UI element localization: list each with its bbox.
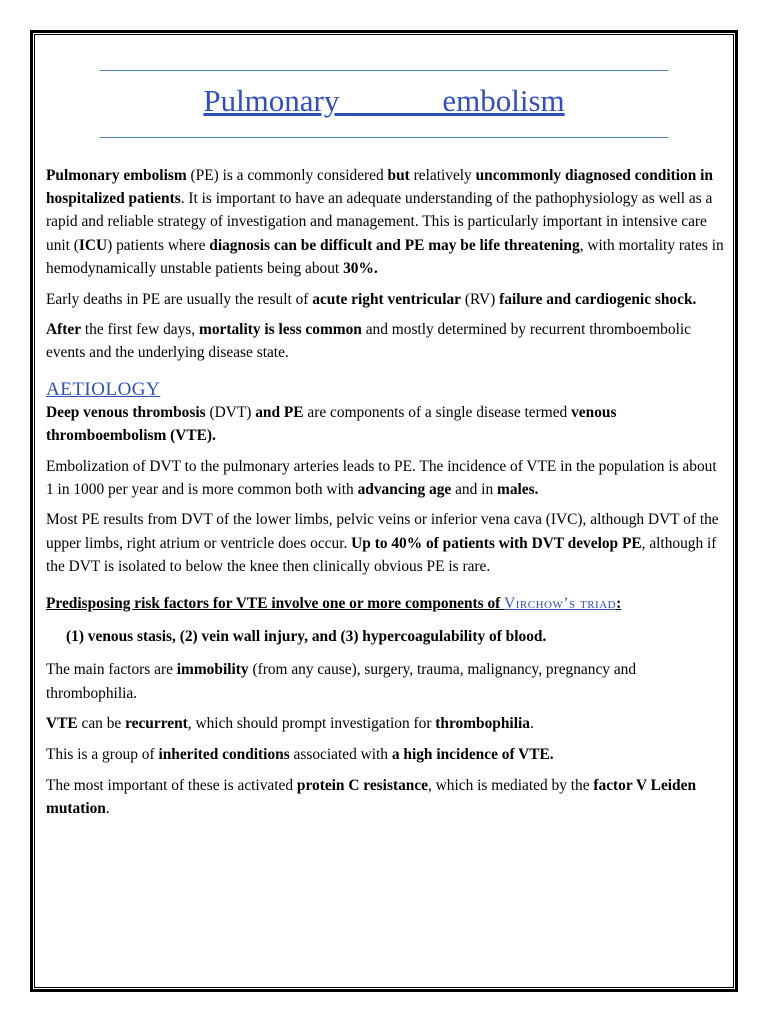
virchow-triad-list: (1) venous stasis, (2) vein wall injury, and (3) hypercoagulability of blood.	[66, 628, 547, 646]
paragraph-protein-c: The most important of these is activated protein C resistance, which is mediated by the factor V Leiden mutation.	[46, 776, 697, 817]
paragraph-pe-sources: Most PE results from DVT of the lower limbs, pelvic veins or inferior vena cava (IVC), although DVT of the upper limbs, right atrium or ventricle does occur. Up to 40% of patients with DVT develop PE, although if the DVT is isolated to below the knee then clinically obvious PE is rare.	[46, 511, 719, 575]
paragraph-intro: Pulmonary embolism (PE) is a commonly considered but relatively uncommonly diagnosed condition in hospitalized patients. It is important to have an adequate understanding of the pathophysiology as well as a rapid and reliable strategy of investigation and management. This is particularly important in intensive care unit (ICU) patients where diagnosis can be difficult and PE may be life threatening, with mortality rates in hemodynamically unstable patients being about 30%.	[46, 167, 724, 277]
title-rule-top	[100, 70, 668, 71]
document-body	[46, 164, 726, 828]
paragraph-after-days: After the first few days, mortality is less common and mostly determined by recurrent thromboembolic events and the underlying disease state.	[46, 321, 691, 362]
paragraph-recurrent: VTE can be recurrent, which should prompt investigation for thrombophilia.	[46, 715, 534, 733]
page-title: Pulmonary embolism	[203, 83, 565, 118]
paragraph-main-factors: The main factors are immobility (from any cause), surgery, trauma, malignancy, pregnancy and thrombophilia.	[46, 661, 637, 702]
paragraph-dvt: Deep venous thrombosis (DVT) and PE are components of a single disease termed venous thromboembolism (VTE).	[46, 403, 617, 444]
paragraph-early-deaths: Early deaths in PE are usually the result of acute right ventricular (RV) failure and cardiogenic shock.	[46, 290, 697, 308]
paragraph-inherited: This is a group of inherited conditions associated with a high incidence of VTE.	[46, 746, 554, 764]
paragraph-embolization: Embolization of DVT to the pulmonary arteries leads to PE. The incidence of VTE in the population is about 1 in 1000 per year and is more common both with advancing age and in males.	[46, 457, 717, 498]
paragraph-risk-factors: Predisposing risk factors for VTE involve one or more components of Virchow’s triad:	[46, 595, 622, 613]
title-rule-bottom	[100, 137, 668, 138]
section-heading-aetiology: AETIOLOGY	[46, 378, 161, 400]
